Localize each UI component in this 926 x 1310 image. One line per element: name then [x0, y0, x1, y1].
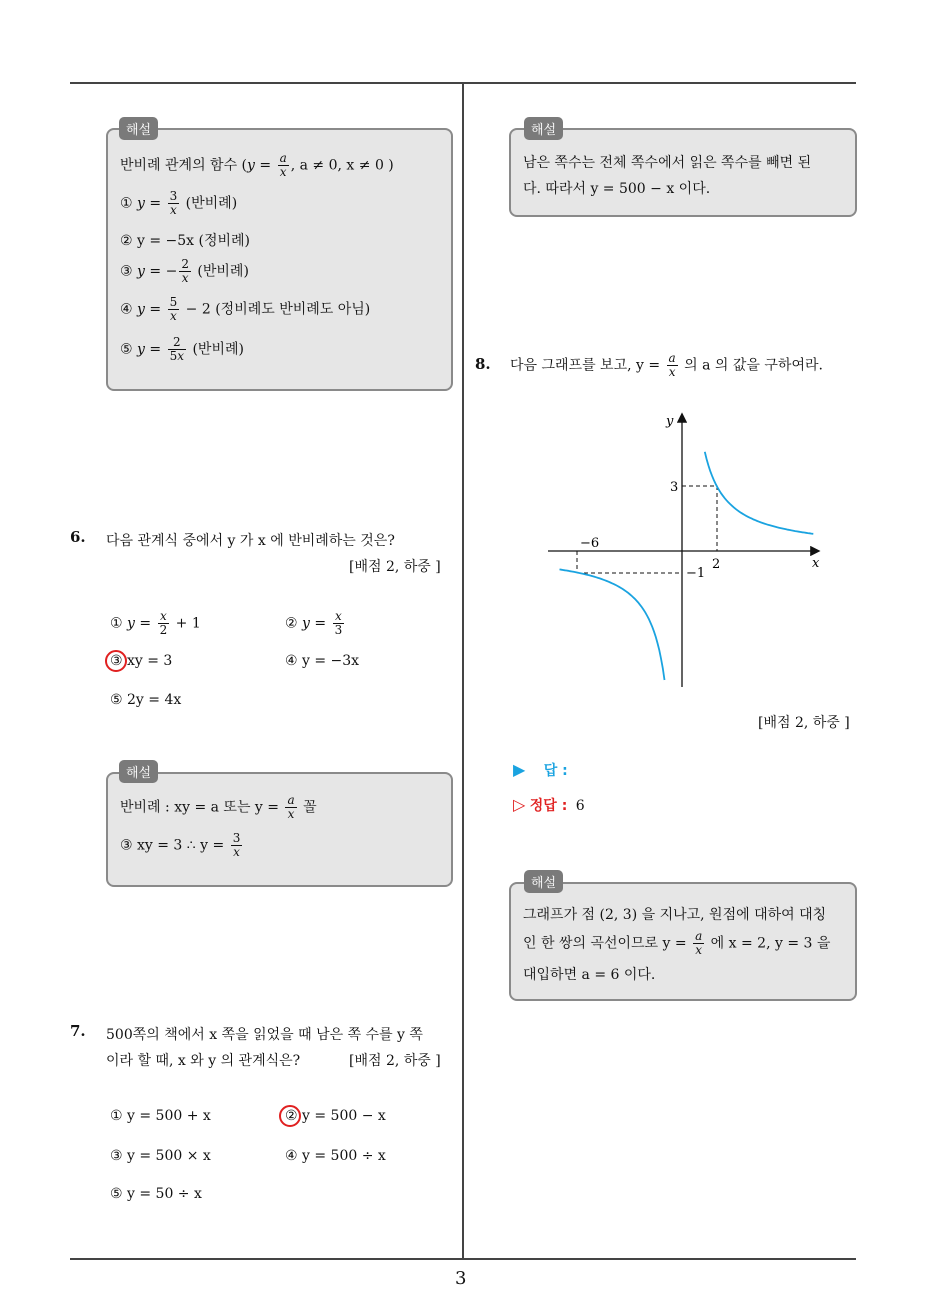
explanation-tag-q5: 해설: [119, 117, 158, 140]
q6-text: 다음 관계식 중에서 y 가 x 에 반비례하는 것은?: [106, 533, 395, 549]
q6-option-2[interactable]: ② y = $\frac{x}{3}$: [285, 609, 343, 637]
tick-3: 3: [670, 480, 679, 495]
explanation-box-q7: [509, 128, 857, 217]
correct-value: 6: [575, 798, 585, 814]
hyperbola-branch-q1: [705, 452, 814, 534]
q6-number: 6.: [70, 528, 86, 546]
hyperbola-branch-q3: [560, 569, 665, 680]
q8-meta: [배점 2, 하중 ]: [758, 715, 850, 731]
q7-meta: [배점 2, 하중 ]: [349, 1053, 441, 1069]
q7-text-line-2: 이라 할 때, x 와 y 의 관계식은?: [106, 1053, 301, 1069]
answer-label: 답 :: [543, 763, 568, 779]
explanation-tag-q6: 해설: [119, 760, 158, 783]
exp8-line-2: 인 한 쌍의 곡선이므로 y = $\frac{a}{x}$ 에 x = 2, y = 3 을: [523, 929, 831, 957]
correct-label: 정답 :: [529, 798, 568, 814]
exp7-line-2: 다. 따라서 y = 500 − x 이다.: [523, 181, 711, 197]
q6-option-1[interactable]: ① y = $\frac{x}{2}$ + 1: [110, 609, 201, 637]
exp7-line-1: 남은 쪽수는 전체 쪽수에서 읽은 쪽수를 빼면 된: [523, 155, 812, 171]
column-divider: [462, 84, 464, 1260]
exp8-line-3: 대입하면 a = 6 이다.: [523, 967, 656, 983]
q6-meta: [배점 2, 하중 ]: [349, 559, 441, 575]
answer-row: [513, 760, 568, 780]
q6-answer-mark: [105, 650, 127, 672]
exp5-line-1: 반비례 관계의 함수 (y = $\frac{a}{x}$ , a ≠ 0, x ≠ 0 ): [120, 151, 394, 179]
page-number: 3: [455, 1268, 467, 1289]
bottom-rule: [70, 1258, 856, 1260]
exp5-line-4: ③ y = − $\frac{2}{x}$ (반비례): [120, 257, 249, 285]
q8-text: 다음 그래프를 보고, y = $\frac{a}{x}$ 의 a 의 값을 구하여라.: [510, 351, 823, 379]
q7-option-5[interactable]: ⑤ y = 50 ÷ x: [110, 1186, 202, 1202]
q7-number: 7.: [70, 1022, 86, 1040]
q7-option-4[interactable]: ④ y = 500 ÷ x: [285, 1148, 386, 1164]
exp6-line-1: 반비례 : xy = a 또는 y = $\frac{a}{x}$ 꼴: [120, 793, 317, 821]
answer-triangle-icon: ▶: [513, 760, 526, 779]
explanation-box-q8: [509, 882, 857, 1001]
tick-minus1: −1: [686, 566, 706, 581]
tick-minus6: −6: [580, 536, 600, 551]
q6-option-4[interactable]: ④ y = −3x: [285, 653, 360, 669]
y-axis-label: y: [666, 414, 674, 429]
q7-option-2[interactable]: ② y = 500 − x: [285, 1108, 386, 1124]
explanation-tag-q8: 해설: [524, 870, 563, 893]
explanation-tag-q7: 해설: [524, 117, 563, 140]
q7-answer-mark: [279, 1105, 301, 1127]
hyperbola-graph: [540, 405, 840, 695]
correct-triangle-icon: ▷: [513, 795, 526, 814]
tick-2: 2: [712, 557, 721, 572]
explanation-box-q5: [106, 128, 453, 391]
q8-number: 8.: [475, 355, 491, 373]
q6-option-3[interactable]: ③ xy = 3: [110, 653, 173, 669]
x-axis-label: x: [812, 556, 820, 571]
q7-text-line-1: 500쪽의 책에서 x 쪽을 읽었을 때 남은 쪽 수를 y 쪽: [106, 1027, 423, 1043]
exp5-line-5: ④ y = $\frac{5}{x}$ − 2 (정비례도 반비례도 아님): [120, 295, 371, 323]
explanation-box-q6: [106, 772, 453, 887]
exp5-line-6: ⑤ y = $\frac{2}{5x}$ (반비례): [120, 335, 244, 363]
exp8-line-1: 그래프가 점 (2, 3) 을 지나고, 원점에 대하여 대칭: [523, 907, 827, 923]
correct-answer-row: [513, 795, 585, 815]
exp5-line-2: ① y = $\frac{3}{x}$ (반비례): [120, 189, 238, 217]
exp5-line-3: ② y = −5x (정비례): [120, 233, 251, 249]
q7-option-3[interactable]: ③ y = 500 × x: [110, 1148, 211, 1164]
q7-option-1[interactable]: ① y = 500 + x: [110, 1108, 211, 1124]
q6-option-5[interactable]: ⑤ 2y = 4x: [110, 692, 182, 708]
exp6-line-2: ③ xy = 3 ∴ y = $\frac{3}{x}$: [120, 831, 241, 859]
